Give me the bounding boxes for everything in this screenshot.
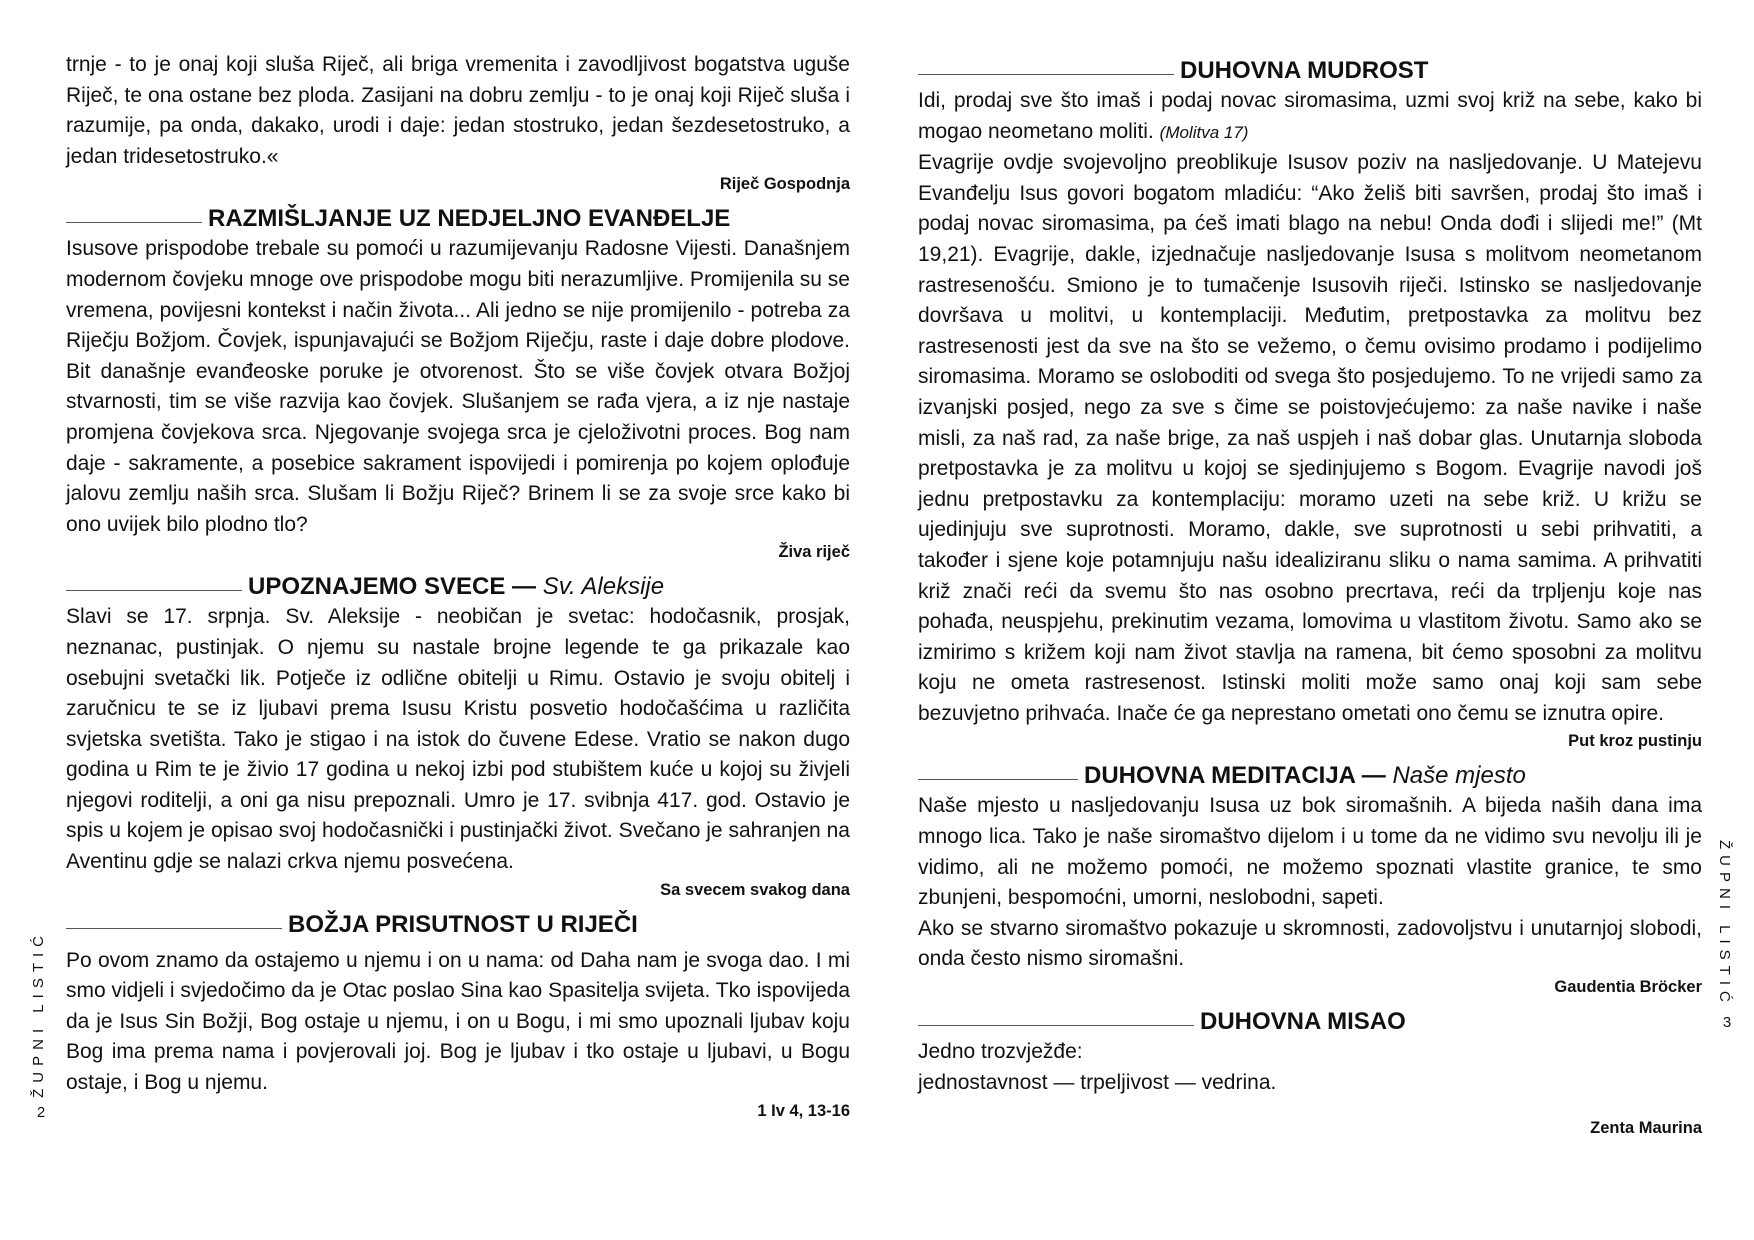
wisdom-source: Put kroz pustinju	[1568, 732, 1702, 751]
saints-text: Slavi se 17. srpnja. Sv. Aleksije - neobičan je svetac: hodočasnik, prosjak, neznanac, pustinjak. O njemu su nastale brojne legende te ga prikazale kao osebujni svetački lik. Potječe iz odlične obitelji u Rimu. Ostavio je svoju obitelj i zaručnicu te se iz ljubavi prema Isusu Kristu posvetio hodočašćima u različita svjetska svetišta. Tako je stigao i na istok do čuvene Edese. Vratio se nakon dugo godina u Rim te je živio 17 godina u nekoj izbi pod stubištem kuće u kojoj su živjeli njegovi roditelji, a oni ga nisu prepoznali. Umro je 17. svibnja 417. god. Ostavio je spis u kojem je opisao svoj hodočasnički i pustinjački život. Svečano je sahranjen na Aventinu gdje se nalazi crkva njemu posvećena.	[66, 605, 850, 874]
meditation-title-text: DUHOVNA MEDITACIJA —	[1084, 762, 1386, 790]
section-header-meditation	[918, 753, 1702, 791]
intro-text: trnje - to je onaj koji sluša Riječ, ali briga vremenita i zavodljivost bogatstva uguše Riječ, te ona ostane bez ploda. Zasijani na dobru zemlju - to je onaj koji Riječ sluša i razumije, pa onda, dakako, urodi i daje: jedan stostruko, jedan šezdesetostruko, a jedan tridesetostruko.«	[66, 53, 850, 168]
wisdom-text: Evagrije ovdje svojevoljno preoblikuje Isusov poziv na nasljedovanje. U Matejevu Evanđelju Isus govori bogatom mladiću: “Ako želiš biti savršen, prodaj što imaš i podaj novac siromasima, pa ćeš imati blago na nebu! Onda dođi i slijedi me!” (Mt 19,21). Evagrije, dakle, izjednačuje nasljedovanje Isusa s molitvom neometanom rastresenošću. Smiono je to tumačenje Isusovih riječi. Istinsko se nasljedovanje dovršava u molitvi, u kontemplaciji. Međutim, pretpostavka za molitvu bez rastresenosti jest da sve na što se vežemo, o čemu ovisimo prodamo i podijelimo siromasima. Moramo se osloboditi od svega što posjedujemo. To ne vrijedi samo za izvanjski posjed, nego za sve s čime se poistovjećujemo: za naše navike i naše misli, za naš rad, za naše brige, za naš uspjeh i naš dobar glas. Unutarnja sloboda pretpostavka je za molitvu u kojoj se sjedinjujemo s Bogom. Evagrije navodi još jednu pretpostavku za kontemplaciju: moramo uzeti na sebe križ. U križu se ujedinjuju sve suprotnosti. Moramo, dakle, sve suprotnosti u sebi prihvatiti, a također i sjene koje potamnjuju našu idealiziranu sliku o nama samima. A prihvatiti križ znači reći da svemu što nas osobno precrtava, reći da trpljenju koje nas pohađa, neuspjehu, prekinutim vezama, lomovima u vlastitom životu. Samo ako se izmirimo s križem koji nam život stavlja na ramena, bit ćemo sposobni za molitvu koju ne ometa rastresenost. Istinski moliti može samo onaj koji sam sebe bezuvjetno prihvaća. Inače će ga neprestano ometati ono čemu se iznutra opire.	[918, 151, 1702, 725]
presence-source: 1 Iv 4, 13-16	[757, 1101, 850, 1120]
section-header-saints	[66, 564, 850, 602]
section-title-reflection: RAZMIŠLJANJE UZ NEDJELJNO EVANĐELJE	[208, 205, 731, 233]
section-header-presence	[66, 902, 850, 940]
saints-source: Sa svecem svakog dana	[660, 880, 850, 899]
left-page	[66, 50, 850, 1123]
wisdom-quote	[918, 86, 1702, 148]
reflection-source: Živa riječ	[778, 543, 850, 562]
bulletin-label-right: ŽUPNI LISTIĆ	[1716, 840, 1733, 1008]
saints-title-text: UPOZNAJEMO SVECE —	[248, 573, 537, 601]
header-rule	[66, 590, 242, 591]
presence-text: Po ovom znamo da ostajemo u njemu i on u nama: od Daha nam je svoga dao. I mi smo vidjeli i svjedočimo da je Otac poslao Sina kao Spasitelja svijeta. Tko ispovijeda da je Isus Sin Božji, Bog ostaje u njemu, i on u Bogu, i mi smo upoznali ljubav koju Bog ima prema nama i povjerovali joj. Bog je ljubav i tko ostaje u ljubavi, u Bogu ostaje, i Bog u njemu.	[66, 948, 851, 1095]
thought-source: Zenta Maurina	[1590, 1119, 1702, 1138]
section-title-thought: DUHOVNA MISAO	[1200, 1008, 1406, 1036]
section-title-saints	[248, 572, 664, 602]
thought-line-1: Jedno trozvježđe:	[918, 1040, 1083, 1064]
section-title-presence: BOŽJA PRISUTNOST U RIJEČI	[288, 910, 638, 938]
saints-subtitle: Sv. Aleksije	[542, 573, 665, 601]
right-side-label	[1716, 840, 1738, 1037]
header-rule	[918, 779, 1078, 780]
right-page	[918, 50, 1702, 1140]
wisdom-quote-text: Idi, prodaj sve što imaš i podaj novac siromasima, uzmi svoj križ na sebe, kako bi mogao neometano moliti.	[918, 89, 1702, 143]
section-header-wisdom	[918, 48, 1702, 86]
wisdom-quote-cite: (Molitva 17)	[1159, 122, 1249, 142]
reflection-text: Isusove prispodobe trebale su pomoći u razumijevanju Radosne Vijesti. Današnjem modernom čovjeku mnoge ove prispodobe mogu biti nerazumljive. Promijenila su se vremena, povijesni kontekst i način života... Ali jedno se nije promijenilo - potreba za Riječju Božjom. Čovjek, ispunjavajući se Božjom Riječju, raste i daje dobre plodove. Bit današnje evanđeoske poruke je otvorenost. Što se više čovjek otvara Božjoj stvarnosti, tim se više razvija kao čovjek. Slušanjem se rađa vjera, a iz nje nastaje promjena čovjekova srca. Njegovanje svojega srca je cjeloživotni proces. Bog nam daje - sakramente, a posebice sakrament ispovijedi i pomirenja po kojem oplođuje jalovu zemlju naših srca. Slušam li Božju Riječ? Brinem li se za svoje srce kako bi ono uvijek bilo plodno tlo?	[66, 237, 850, 536]
meditation-text-2: Ako se stvarno siromaštvo pokazuje u skromnosti, zadovoljstvu i unutarnjoj slobodi, onda često nismo siromašni.	[918, 916, 1702, 971]
thought-line-2: jednostavnost — trpeljivost — vedrina.	[918, 1070, 1277, 1094]
bulletin-label-left: ŽUPNI LISTIĆ	[30, 930, 47, 1098]
header-rule	[918, 1025, 1194, 1026]
header-rule	[66, 222, 202, 223]
page-number-right: 3	[1722, 1013, 1732, 1031]
meditation-subtitle: Naše mjesto	[1392, 762, 1526, 790]
header-rule	[918, 74, 1174, 75]
left-side-label	[30, 930, 52, 1127]
section-header-thought	[918, 999, 1702, 1037]
intro-source: Riječ Gospodnja	[719, 175, 850, 194]
header-rule	[66, 928, 282, 929]
section-title-meditation	[1084, 761, 1526, 791]
page-number-left: 2	[36, 1103, 46, 1121]
meditation-text-1: Naše mjesto u nasljedovanju Isusa uz bok siromašnih. A bijeda naših dana ima mnogo lica. Tako je naše siromaštvo dijelom i u tome da ne vidimo svu nevolju ili je vidimo, ali ne možemo pomoći, ne možemo spoznati vlastite granice, te smo zbunjeni, bespomoćni, umorni, neslobodni, sapeti.	[918, 794, 1702, 910]
section-header-reflection	[66, 196, 850, 234]
section-title-wisdom: DUHOVNA MUDROST	[1180, 57, 1429, 84]
meditation-source: Gaudentia Bröcker	[1554, 978, 1702, 997]
